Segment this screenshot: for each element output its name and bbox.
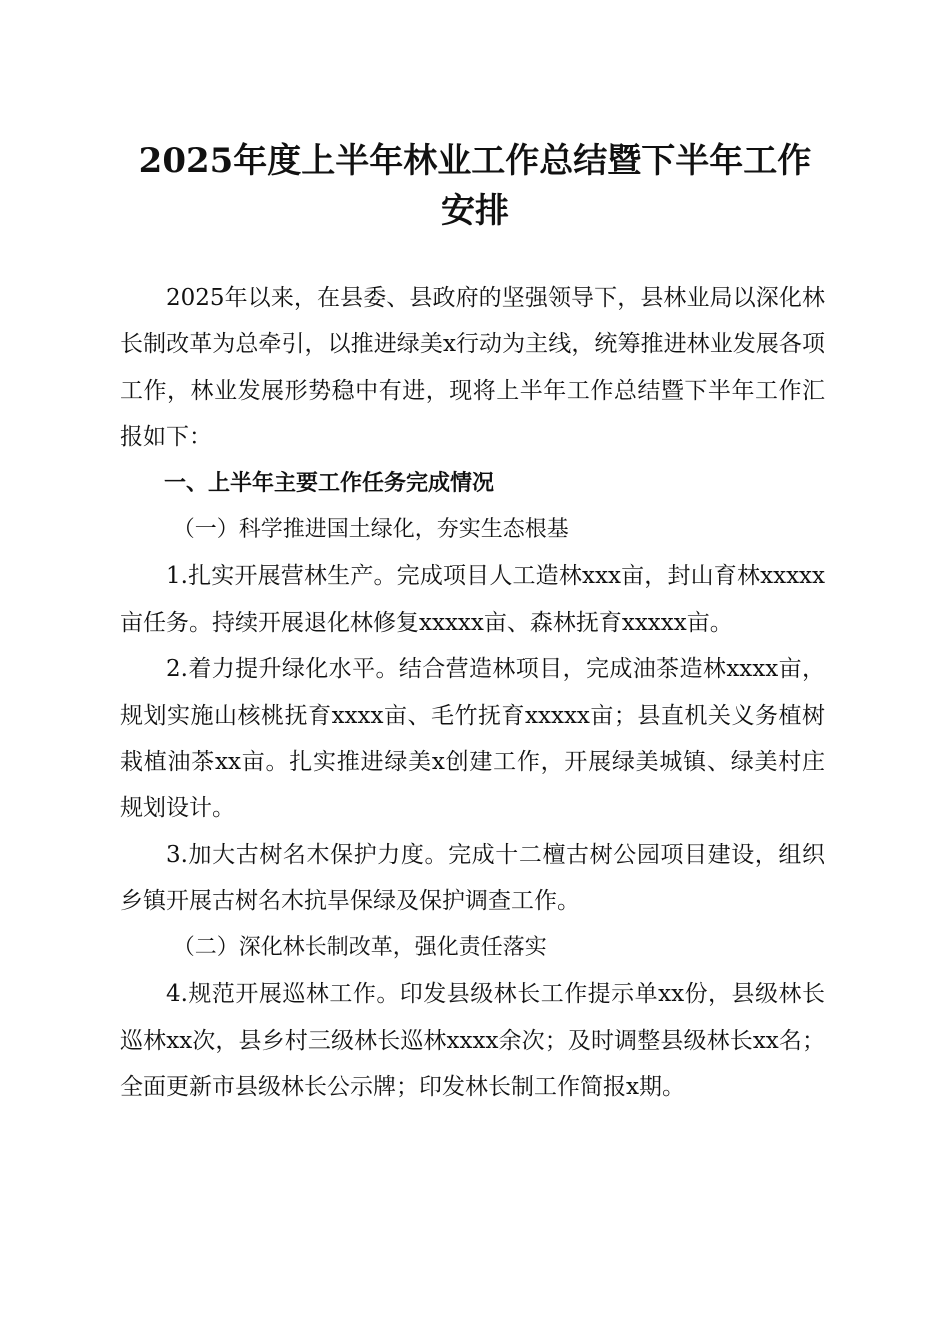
item-paragraph-2: 2.着力提升绿化水平。结合营造林项目，完成油茶造林xxxx亩，规划实施山核桃抚育xxxx亩、毛竹抚育xxxxx亩；县直机关义务植树栽植油茶xx亩。扎实推进绿美x创建工作，开展绿美城镇、绿美村庄规划设计。 (120, 656, 825, 822)
item-paragraph-4: 4.规范开展巡林工作。印发县级林长工作提示单xx份，县级林长巡林xx次，县乡村三级林长巡林xxxx余次；及时调整县级林长xx名；全面更新市县级林长公示牌；印发林长制工作简报x期。 (120, 981, 825, 1100)
subsection-heading-1: （一）科学推进国土绿化，夯实生态根基 (172, 517, 569, 543)
subsection-heading-2: （二）深化林长制改革，强化责任落实 (172, 934, 547, 960)
title-line-1: 2025年度上半年林业工作总结暨下半年工作 (138, 141, 812, 181)
section-heading-1: 一、上半年主要工作任务完成情况 (164, 470, 495, 496)
item-paragraph-3: 3.加大古树名木保护力度。完成十二檀古树公园项目建设，组织乡镇开展古树名木抗旱保绿及保护调查工作。 (120, 841, 825, 915)
document-body (120, 275, 825, 1110)
item-paragraph-1: 1.扎实开展营林生产。完成项目人工造林xxx亩，封山育林xxxxx亩任务。持续开展退化林修复xxxxx亩、森林抚育xxxxx亩。 (120, 563, 825, 636)
intro-paragraph: 2025年以来，在县委、县政府的坚强领导下，县林业局以深化林长制改革为总牵引，以推进绿美x行动为主线，统筹推进林业发展各项工作，林业发展形势稳中有进，现将上半年工作总结暨下半年工作汇报如下： (120, 285, 825, 451)
title-line-2: 安排 (441, 191, 509, 231)
document-title (118, 136, 832, 236)
